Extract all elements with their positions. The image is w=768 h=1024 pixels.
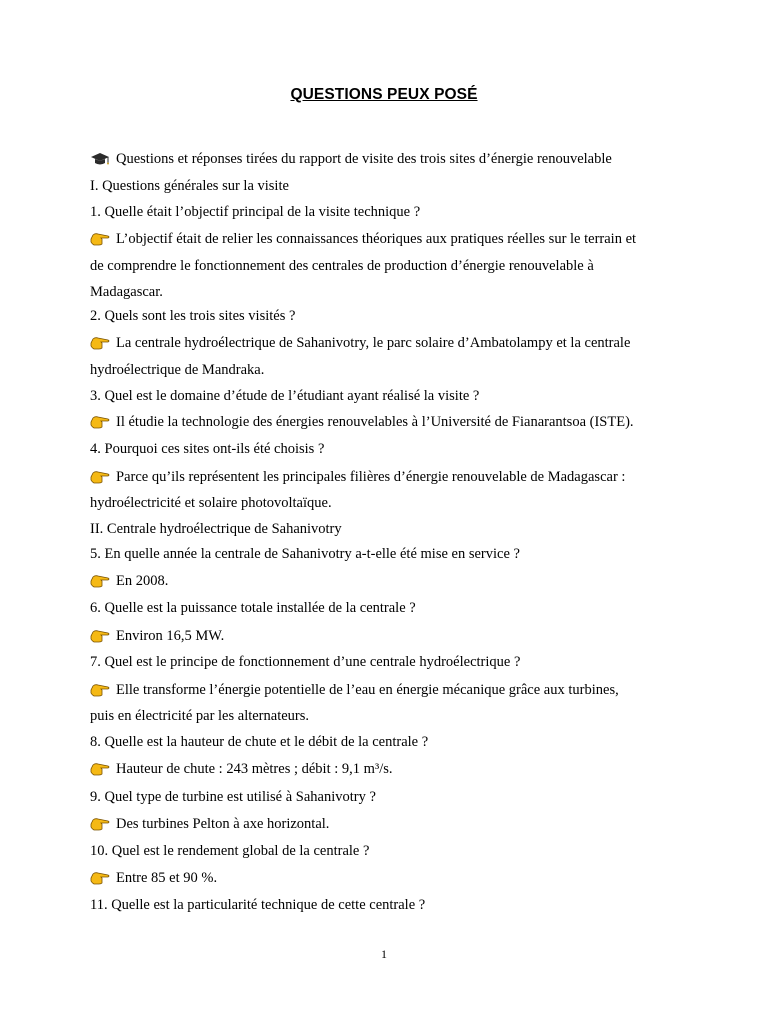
question-line: 4. Pourquoi ces sites ont-ils été choisis ? bbox=[90, 441, 325, 457]
answer-line: Des turbines Pelton à axe horizontal. bbox=[90, 815, 690, 836]
question-line: 11. Quelle est la particularité technique de cette centrale ? bbox=[90, 897, 426, 913]
question-line: 2. Quels sont les trois sites visités ? bbox=[90, 308, 296, 324]
question-line: 6. Quelle est la puissance totale installée de la centrale ? bbox=[90, 600, 416, 616]
answer-line: Environ 16,5 MW. bbox=[90, 627, 690, 648]
pointing-hand-icon bbox=[90, 470, 110, 489]
pointing-hand-icon bbox=[90, 817, 110, 836]
pointing-hand-icon bbox=[90, 232, 110, 251]
answer-line: Il étudie la technologie des énergies renouvelables à l’Université de Fianarantsoa (ISTE). bbox=[90, 413, 690, 434]
answer-line: La centrale hydroélectrique de Sahanivotry, le parc solaire d’Ambatolampy et la centrale bbox=[90, 334, 690, 355]
pointing-hand-icon bbox=[90, 762, 110, 781]
answer-continuation: puis en électricité par les alternateurs. bbox=[90, 708, 310, 724]
answer-continuation: hydroélectrique de Mandraka. bbox=[90, 362, 265, 378]
question-line: 3. Quel est le domaine d’étude de l’étudiant ayant réalisé la visite ? bbox=[90, 388, 480, 404]
answer-continuation: de comprendre le fonctionnement des centrales de production d’énergie renouvelable à bbox=[90, 258, 594, 274]
section-heading: I. Questions générales sur la visite bbox=[90, 178, 289, 194]
question-line: 10. Quel est le rendement global de la centrale ? bbox=[90, 843, 370, 859]
intro-text: Questions et réponses tirées du rapport de visite des trois sites d’énergie renouvelable bbox=[116, 151, 612, 167]
answer-line: Elle transforme l’énergie potentielle de l’eau en énergie mécanique grâce aux turbines, bbox=[90, 681, 690, 702]
answer-line: Entre 85 et 90 %. bbox=[90, 869, 690, 890]
graduation-cap-icon bbox=[90, 152, 110, 171]
answer-continuation: hydroélectricité et solaire photovoltaïque. bbox=[90, 495, 332, 511]
pointing-hand-icon bbox=[90, 871, 110, 890]
pointing-hand-icon bbox=[90, 629, 110, 648]
question-line: 9. Quel type de turbine est utilisé à Sahanivotry ? bbox=[90, 789, 376, 805]
pointing-hand-icon bbox=[90, 683, 110, 702]
pointing-hand-icon bbox=[90, 574, 110, 593]
answer-continuation: Madagascar. bbox=[90, 284, 163, 300]
question-line: 8. Quelle est la hauteur de chute et le débit de la centrale ? bbox=[90, 734, 429, 750]
answer-line: Parce qu’ils représentent les principales filières d’énergie renouvelable de Madagascar : bbox=[90, 468, 690, 489]
question-line: 1. Quelle était l’objectif principal de la visite technique ? bbox=[90, 204, 421, 220]
page-title: QUESTIONS PEUX POSÉ bbox=[290, 86, 478, 103]
page-number: 1 bbox=[381, 947, 387, 961]
intro-line bbox=[90, 150, 690, 171]
question-line: 7. Quel est le principe de fonctionnement d’une centrale hydroélectrique ? bbox=[90, 654, 521, 670]
section-heading: II. Centrale hydroélectrique de Sahanivotry bbox=[90, 521, 342, 537]
question-line: 5. En quelle année la centrale de Sahanivotry a-t-elle été mise en service ? bbox=[90, 546, 520, 562]
pointing-hand-icon bbox=[90, 336, 110, 355]
answer-line: Hauteur de chute : 243 mètres ; débit : 9,1 m³/s. bbox=[90, 760, 690, 781]
pointing-hand-icon bbox=[90, 415, 110, 434]
answer-line: L’objectif était de relier les connaissances théoriques aux pratiques réelles sur le terrain et bbox=[90, 230, 690, 251]
answer-line: En 2008. bbox=[90, 572, 690, 593]
